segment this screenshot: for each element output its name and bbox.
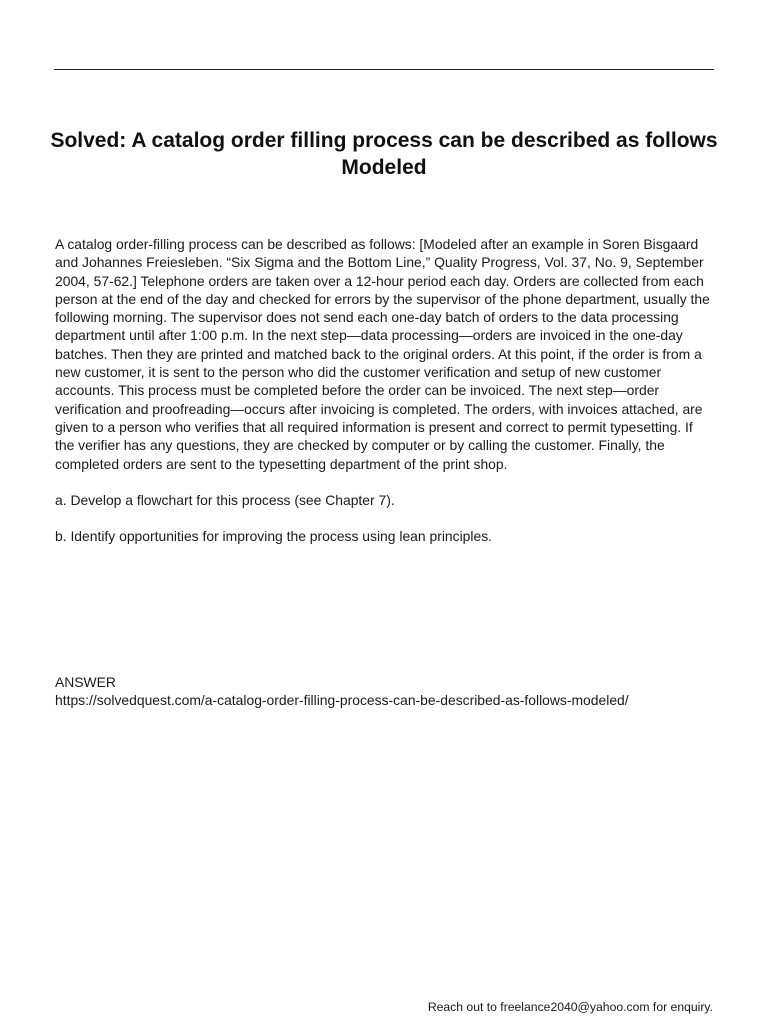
question-item-b: b. Identify opportunities for improving the process using lean principles. — [55, 528, 493, 545]
answer-link[interactable]: https://solvedquest.com/a-catalog-order-filling-process-can-be-described-as-follows-modeled/ — [55, 692, 629, 709]
answer-label: ANSWER — [55, 674, 116, 690]
question-item-a: a. Develop a flowchart for this process (see Chapter 7). — [55, 491, 395, 508]
question-body: A catalog order-filling process can be described as follows: [Modeled after an example in Soren Bisgaard and Johannes Freiesleben. “Six Sigma and the Bottom Line,” Quality Progress, Vol. 37, No. 9, September 2004, 57-62.] Telephone orders are taken over a 12-hour period each day. Orders are collected from each person at the end of the day and checked for errors by the supervisor of the phone department, usually the following morning. The supervisor does not send each one-day batch of orders to the data processing department until after 1:00 p.m. In the next step—data processing—orders are invoiced in the one-day batches. Then they are printed and matched back to the original orders. At this point, if the order is from a new customer, it is sent to the person who did the customer verification and setup of new customer accounts. This process must be completed before the order can be invoiced. The next step—order verification and proofreading—occurs after invoicing is completed. The orders, with invoices attached, are given to a person who verifies that all required information is present and correct to permit typesetting. If the verifier has any questions, they are checked by computer or by calling the customer. Finally, the completed orders are sent to the typesetting department of the print shop. — [55, 236, 710, 472]
top-divider — [54, 69, 714, 70]
footer-contact: Reach out to freelance2040@yahoo.com for enquiry. — [427, 1000, 713, 1014]
question-content — [55, 235, 712, 545]
page-title: Solved: A catalog order filling process can be described as follows Modeled — [50, 129, 718, 179]
answer-section — [55, 673, 735, 710]
